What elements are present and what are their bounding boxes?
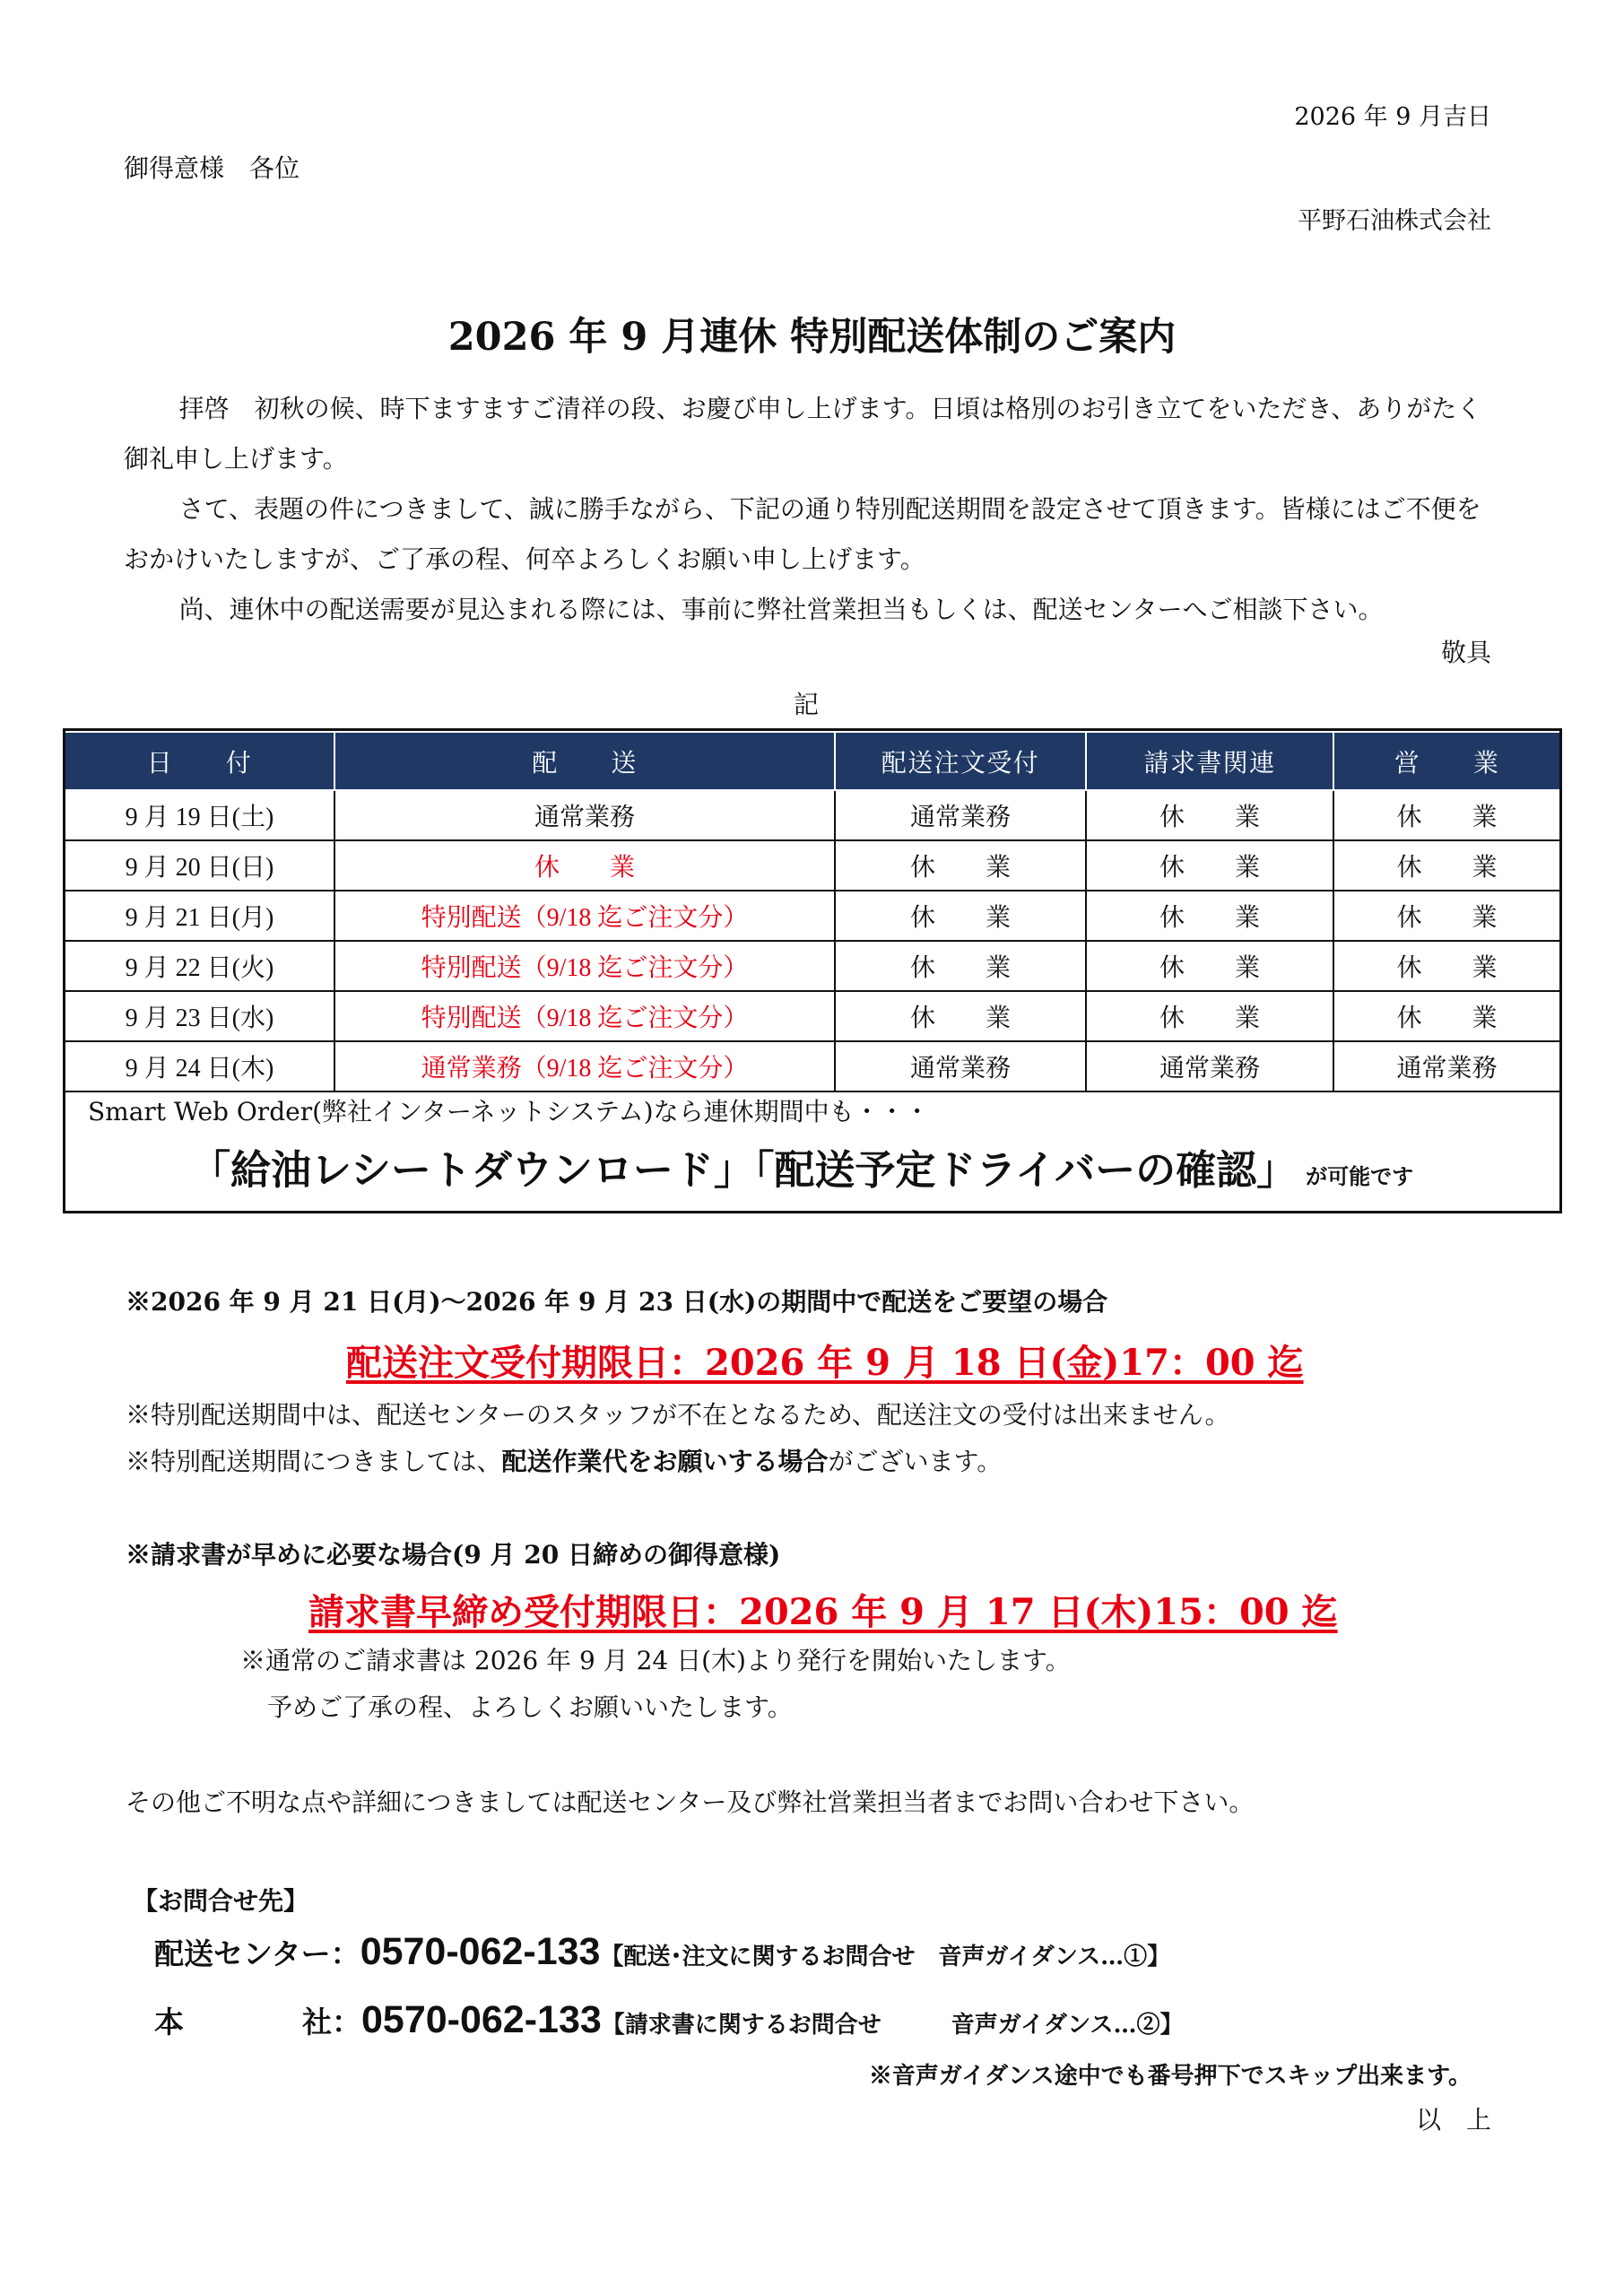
addressee: 御得意様 各位 xyxy=(124,153,300,183)
cell-sales: 休 業 xyxy=(1333,991,1559,1041)
swo-suffix: が可能です xyxy=(1306,1163,1414,1189)
cell-date: 9 月 24 日(木) xyxy=(65,1041,334,1091)
notice-paragraph: さて、表題の件につきまして、誠に勝手ながら、下記の通り特別配送期間を設定させて頂きます。皆様にはご不便をおかけいたしますが、ご了承の程、何卒よろしくお願い申し上げます。 xyxy=(124,494,1481,574)
contact-head-office xyxy=(154,1998,1184,2042)
cell-sales: 休 業 xyxy=(1333,840,1559,891)
greeting-paragraph: 拝啓 初秋の候、時下ますますご清祥の段、お慶び申し上げます。日頃は格別のお引き立てをいただき、ありがたく御礼申し上げます。 xyxy=(124,394,1482,474)
phone-number-link[interactable]: 0570-062-133 xyxy=(361,1998,602,2041)
contact-desc: 【配送･注文に関するお問合せ 音声ガイダンス…①】 xyxy=(600,1944,1171,1970)
notice1-line2 xyxy=(126,1442,1002,1478)
table-row xyxy=(65,1041,1559,1091)
other-inquiries: その他ご不明な点や詳細につきましては配送センター及び弊社営業担当者までお問い合わせ下さい。 xyxy=(126,1787,1255,1817)
notice1-line1: ※特別配送期間中は、配送センターのスタッフが不在となるため、配送注文の受付は出来ません。 xyxy=(126,1400,1230,1430)
notice2-heading: ※請求書が早めに必要な場合(9 月 20 日締めの御得意様) xyxy=(126,1540,781,1570)
swo-intro: Smart Web Order(弊社インターネットシステム)なら連休期間中も・・・ xyxy=(88,1097,930,1126)
table-row xyxy=(65,991,1559,1041)
notice1-line2-bold: 配送作業代をお願いする場合 xyxy=(501,1447,829,1476)
cell-delivery: 通常業務 xyxy=(334,790,835,840)
contact-heading: 【お問合せ先】 xyxy=(133,1886,309,1916)
cell-invoice: 休 業 xyxy=(1086,891,1333,941)
cell-date: 9 月 23 日(水) xyxy=(65,991,334,1041)
swo-features xyxy=(190,1137,1413,1196)
invoice-deadline: 請求書早締め受付期限日：2026 年 9 月 17 日(木)15：00 迄 xyxy=(308,1591,1338,1633)
header-date: 日 付 xyxy=(65,732,334,790)
header-sales: 営 業 xyxy=(1333,732,1559,790)
order-deadline: 配送注文受付期限日：2026 年 9 月 18 日(金)17：00 迄 xyxy=(346,1342,1304,1384)
table-row xyxy=(65,840,1559,891)
notice1-line2-a: ※特別配送期間につきましては、 xyxy=(126,1447,502,1476)
cell-delivery: 通常業務（9/18 迄ご注文分） xyxy=(334,1041,835,1091)
cell-order: 休 業 xyxy=(835,840,1086,891)
notice2-line2: 予めご了承の程、よろしくお願いいたします。 xyxy=(267,1692,793,1722)
schedule-table xyxy=(65,731,1559,1092)
cell-date: 9 月 20 日(日) xyxy=(65,840,334,891)
cell-date: 9 月 22 日(火) xyxy=(65,941,334,991)
cell-invoice: 休 業 xyxy=(1086,941,1333,991)
ki-mark: 記 xyxy=(794,690,820,719)
cell-order: 休 業 xyxy=(835,991,1086,1041)
cell-delivery: 特別配送（9/18 迄ご注文分） xyxy=(334,991,835,1041)
cell-invoice: 休 業 xyxy=(1086,840,1333,891)
cell-date: 9 月 21 日(月) xyxy=(65,891,334,941)
cell-date: 9 月 19 日(土) xyxy=(65,790,334,840)
cell-sales: 休 業 xyxy=(1333,790,1559,840)
cell-invoice: 休 業 xyxy=(1086,790,1333,840)
cell-delivery: 特別配送（9/18 迄ご注文分） xyxy=(334,941,835,991)
cell-invoice: 休 業 xyxy=(1086,991,1333,1041)
header-order: 配送注文受付 xyxy=(835,732,1086,790)
cell-sales: 休 業 xyxy=(1333,941,1559,991)
cell-order: 通常業務 xyxy=(835,1041,1086,1091)
consult-paragraph: 尚、連休中の配送需要が見込まれる際には、事前に弊社営業担当もしくは、配送センターへご相談下さい。 xyxy=(178,595,1384,624)
contact-label: 配送センター： xyxy=(154,1936,360,1971)
notice1-heading: ※2026 年 9 月 21 日(月)～2026 年 9 月 23 日(水)の期間中で配送をご要望の場合 xyxy=(126,1287,1108,1317)
cell-sales: 通常業務 xyxy=(1333,1041,1559,1091)
table-row xyxy=(65,941,1559,991)
cell-delivery: 休 業 xyxy=(334,840,835,891)
notice1-line2-c: がございます。 xyxy=(828,1447,1003,1476)
closing-word: 敬具 xyxy=(1440,638,1491,667)
contact-label: 本 社： xyxy=(154,2005,361,2039)
header-delivery: 配 送 xyxy=(334,732,835,790)
header-invoice: 請求書関連 xyxy=(1086,732,1333,790)
notice2-line1: ※通常のご請求書は 2026 年 9 月 24 日(木)より発行を開始いたします。 xyxy=(240,1646,1071,1675)
company-name: 平野石油株式会社 xyxy=(1298,207,1491,235)
document-date: 2026 年 9 月吉日 xyxy=(1294,103,1491,131)
cell-order: 休 業 xyxy=(835,891,1086,941)
table-row xyxy=(65,790,1559,840)
cell-order: 通常業務 xyxy=(835,790,1086,840)
swo-features-text: 「給油レシートダウンロード」「配送予定ドライバーの確認」 xyxy=(190,1146,1298,1194)
cell-order: 休 業 xyxy=(835,941,1086,991)
cell-sales: 休 業 xyxy=(1333,891,1559,941)
end-mark: 以 上 xyxy=(1415,2105,1491,2135)
table-row xyxy=(65,891,1559,941)
phone-number-link[interactable]: 0570-062-133 xyxy=(360,1930,601,1973)
cell-invoice: 通常業務 xyxy=(1086,1041,1333,1091)
contact-delivery-center xyxy=(154,1930,1170,1974)
cell-delivery: 特別配送（9/18 迄ご注文分） xyxy=(334,891,835,941)
table-header-row xyxy=(65,732,1559,790)
document-title: 2026 年 9 月連休 特別配送体制のご案内 xyxy=(447,315,1177,360)
contact-desc: 【請求書に関するお問合せ 音声ガイダンス…②】 xyxy=(601,2012,1184,2039)
skip-note: ※音声ガイダンス途中でも番号押下でスキップ出来ます。 xyxy=(868,2063,1472,2090)
